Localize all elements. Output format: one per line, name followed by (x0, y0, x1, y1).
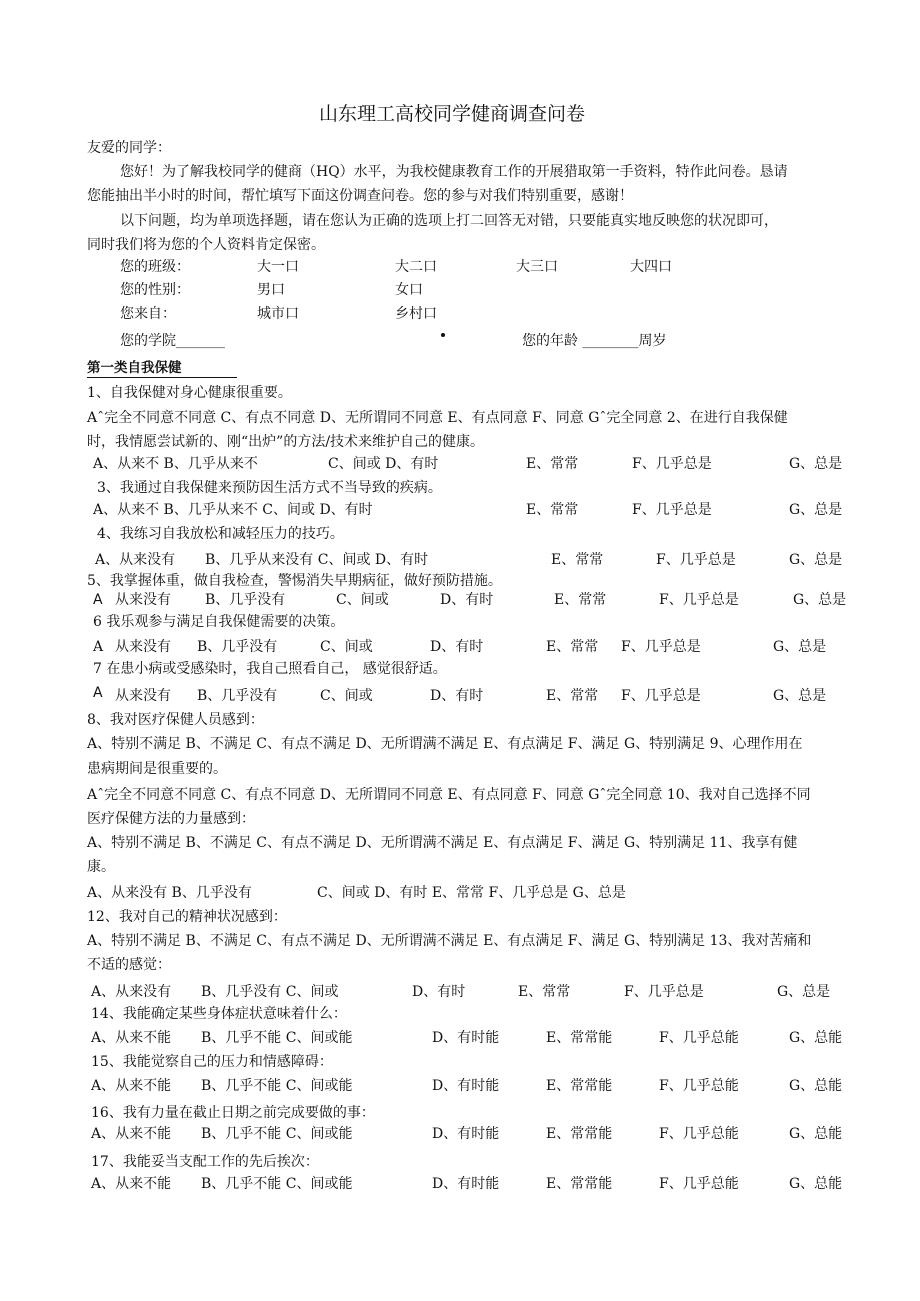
question-text: 7 在患小病或受感染时，我自己照看自己， 感觉很舒适。 (93, 661, 447, 677)
question-line: A、特别不满足 B、不满足 C、有点不满足 D、无所谓满不满足 E、有点满足 F、满足 G、特别满足 13、我对苦痛和 (87, 933, 812, 949)
class-option[interactable]: 大三口 (516, 259, 558, 275)
question-text: 16、我有力量在截止日期之前完成要做的事： (91, 1105, 375, 1121)
question-line: A、特别不满足 B、不满足 C、有点不满足 D、无所谓满不满足 E、有点满足 F、满足 G、特别满足 11、我享有健 (87, 835, 798, 851)
question-text: 14、我能确定某些身体症状意味着什么： (91, 1006, 347, 1022)
intro-text: 同时我们将为您的个人资料肯定保密。 (87, 237, 325, 253)
answer-option[interactable]: F、几乎总是 (632, 456, 712, 472)
answer-option[interactable]: G、总是 (789, 552, 843, 568)
answer-option[interactable]: 从来没有 (115, 592, 171, 608)
question-text: 17、我能妥当支配工作的先后挨次： (91, 1154, 319, 1170)
answer-option[interactable]: B、几乎不能 C、间或能 (201, 1126, 353, 1142)
question-text: 5、我掌握体重，做自我检查，警惕消失早期病征，做好预防措施。 (87, 573, 502, 589)
answer-option[interactable]: C、间或 D、有时 E、常常 F、几乎总是 G、总是 (317, 885, 626, 901)
answer-option[interactable]: D、有时能 (432, 1078, 500, 1094)
section-heading: 第一类自我保健 (87, 360, 182, 376)
answer-option[interactable]: E、常常 (526, 456, 579, 472)
answer-option[interactable]: F、几乎总是 (656, 552, 736, 568)
answer-option[interactable]: E、常常 (554, 592, 607, 608)
class-option[interactable]: 大二口 (395, 259, 437, 275)
question-text: 8、我对医疗保健人员感到： (87, 712, 264, 728)
answer-option[interactable]: B、几乎没有 (197, 639, 278, 655)
answer-option[interactable]: 从来没有 (115, 639, 171, 655)
class-option[interactable]: 大一口 (257, 259, 299, 275)
answer-option[interactable]: D、有时能 (432, 1030, 500, 1046)
answer-option[interactable]: F、几乎总能 (659, 1176, 739, 1192)
question-text: 3、我通过自我保健来预防因生活方式不当导致的疾病。 (97, 480, 442, 496)
age-field[interactable]: 您的年龄 ________周岁 (522, 333, 667, 349)
question-text: 患病期间是很重要的。 (87, 761, 227, 777)
answer-option[interactable]: A、从来不 B、几乎从来不 C、间或 D、有时 (93, 502, 373, 518)
answer-option[interactable]: A、从来没有 B、几乎没有 (87, 885, 252, 901)
answer-option[interactable]: B、几乎不能 C、间或能 (201, 1176, 353, 1192)
answer-option[interactable]: G、总是 (773, 688, 827, 704)
answer-option[interactable]: B、几乎不能 C、间或能 (201, 1078, 353, 1094)
answer-option[interactable]: A、从来没有 (95, 552, 176, 568)
gender-label: 您的性别： (120, 282, 190, 298)
answer-option[interactable]: E、常常 (546, 639, 599, 655)
answer-option[interactable]: E、常常能 (546, 1176, 613, 1192)
answer-option[interactable]: G、总能 (789, 1030, 843, 1046)
answer-option[interactable]: G、总能 (789, 1126, 843, 1142)
answer-option[interactable]: D、有时 (430, 639, 484, 655)
class-label: 您的班级： (120, 259, 190, 275)
origin-label: 您来自： (120, 306, 176, 322)
answer-option[interactable]: F、几乎总是 (632, 502, 712, 518)
answer-option[interactable]: B、几乎没有 C、间或 (201, 984, 339, 1000)
page-title: 山东理工高校同学健商调查问卷 (319, 103, 586, 125)
question-text: 1、自我保健对身心健康很重要。 (87, 385, 292, 401)
answer-option[interactable]: G、总是 (773, 639, 827, 655)
answer-option[interactable]: B、几乎没有 (197, 688, 278, 704)
answer-option[interactable]: A、从来不能 (91, 1030, 172, 1046)
bullet-dot (441, 333, 445, 337)
question-text: 医疗保健方法的力量感到： (87, 811, 255, 827)
answer-option[interactable]: F、几乎总能 (659, 1126, 739, 1142)
answer-option[interactable]: A、从来没有 (91, 984, 172, 1000)
answer-option[interactable]: F、几乎总能 (659, 1078, 739, 1094)
answer-option[interactable]: G、总是 (789, 502, 843, 518)
answer-option[interactable]: G、总能 (789, 1078, 843, 1094)
answer-option[interactable]: D、有时能 (432, 1176, 500, 1192)
college-field[interactable]: 您的学院_______ (120, 333, 225, 349)
answer-option[interactable]: F、几乎总能 (659, 1030, 739, 1046)
answer-option[interactable]: F、几乎总是 (621, 688, 701, 704)
origin-option[interactable]: 乡村口 (395, 306, 437, 322)
answer-option[interactable]: E、常常 (526, 502, 579, 518)
answer-option[interactable]: G、总能 (789, 1176, 843, 1192)
question-line: Aˆ完全不同意不同意 C、有点不同意 D、无所谓同不同意 E、有点同意 F、同意 Gˆ完全同意 2、在进行自我保健 (87, 410, 788, 426)
answer-option[interactable]: D、有时 (440, 592, 494, 608)
question-text: 15、我能觉察自己的压力和情感障碍： (91, 1054, 333, 1070)
class-option[interactable]: 大四口 (630, 259, 672, 275)
answer-letter[interactable]: A (93, 639, 104, 655)
answer-option[interactable]: 从来没有 (115, 688, 171, 704)
answer-option[interactable]: E、常常 (546, 688, 599, 704)
answer-option[interactable]: D、有时能 (432, 1126, 500, 1142)
answer-option[interactable]: D、有时 (412, 984, 466, 1000)
answer-option[interactable]: B、几乎没有 (205, 592, 286, 608)
origin-option[interactable]: 城市口 (257, 306, 299, 322)
answer-option[interactable]: F、几乎总是 (624, 984, 704, 1000)
answer-letter[interactable]: A (93, 592, 103, 608)
answer-letter[interactable]: A (93, 685, 103, 701)
question-text: 4、我练习自我放松和减轻压力的技巧。 (97, 526, 344, 542)
answer-option[interactable]: A、从来不能 (91, 1126, 172, 1142)
answer-option[interactable]: E、常常能 (546, 1078, 613, 1094)
greeting: 友爱的同学： (87, 140, 171, 156)
answer-option[interactable]: E、常常 (551, 552, 604, 568)
answer-option[interactable]: D、有时 (430, 688, 484, 704)
gender-option[interactable]: 女口 (395, 282, 423, 298)
answer-option[interactable]: G、总是 (793, 592, 847, 608)
intro-text: 以下问题，均为单项选择题，请在您认为正确的选项上打二回答无对错，只要能真实地反映您的状况即可， (120, 213, 778, 229)
answer-option[interactable]: B、几乎从来没有 C、间或 D、有时 (205, 552, 429, 568)
answer-option[interactable]: F、几乎总是 (659, 592, 739, 608)
answer-option[interactable]: A、从来不能 (91, 1176, 172, 1192)
answer-option[interactable]: E、常常 (518, 984, 571, 1000)
intro-text: 您好！为了解我校同学的健商（HQ）水平，为我校健康教育工作的开展猎取第一手资料，特作此问卷。恳请 (120, 164, 788, 180)
answer-option[interactable]: A、从来不 B、几乎从来不 (93, 456, 258, 472)
answer-option[interactable]: B、几乎不能 C、间或能 (201, 1030, 353, 1046)
section-underline (87, 377, 237, 378)
answer-option[interactable]: A、从来不能 (91, 1078, 172, 1094)
answer-option[interactable]: C、间或 (320, 688, 373, 704)
answer-option[interactable]: G、总是 (789, 456, 843, 472)
question-text: 时，我情愿尝试新的、刚“出炉”的方法/技术来维护自己的健康。 (87, 434, 485, 450)
answer-option[interactable]: C、间或 (336, 592, 389, 608)
answer-option[interactable]: E、常常能 (546, 1030, 613, 1046)
question-text: 12、我对自己的精神状况感到： (87, 909, 287, 925)
answer-option[interactable]: C、间或 (320, 639, 373, 655)
answer-option[interactable]: C、间或 D、有时 (328, 456, 439, 472)
gender-option[interactable]: 男口 (257, 282, 285, 298)
answer-option[interactable]: E、常常能 (546, 1126, 613, 1142)
question-line: A、特别不满足 B、不满足 C、有点不满足 D、无所谓满不满足 E、有点满足 F、满足 G、特别满足 9、心理作用在 (87, 736, 803, 752)
answer-option[interactable]: F、几乎总是 (621, 639, 701, 655)
answer-option[interactable]: G、总是 (777, 984, 831, 1000)
question-line: Aˆ完全不同意不同意 C、有点不同意 D、无所谓同不同意 E、有点同意 F、同意 Gˆ完全同意 10、我对自己选择不同 (87, 787, 811, 803)
question-text: 6 我乐观参与满足自我保健需要的决策。 (93, 614, 345, 630)
intro-text: 您能抽出半小时的时间，帮忙填写下面这份调查问卷。您的参与对我们特别重要，感谢！ (87, 188, 633, 204)
question-text: 康。 (87, 859, 115, 875)
question-text: 不适的感觉： (87, 957, 171, 973)
